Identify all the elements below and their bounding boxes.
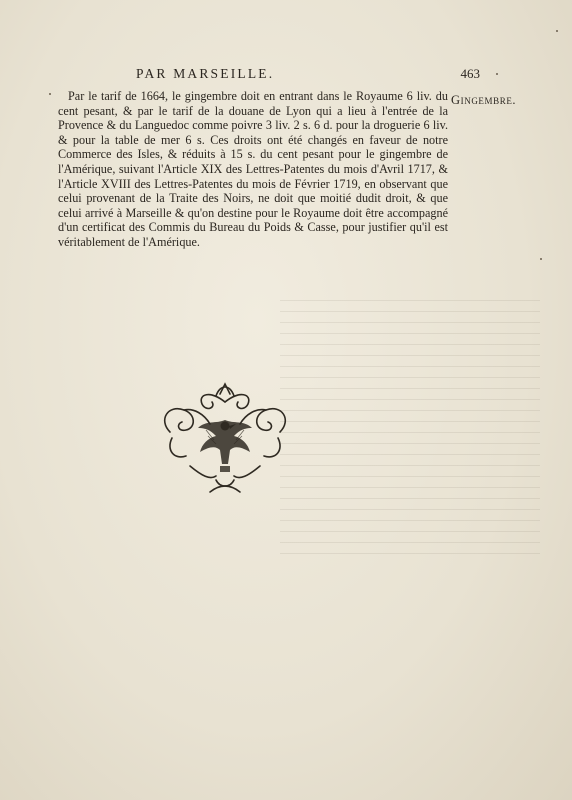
speck <box>556 30 558 32</box>
speck <box>496 73 498 75</box>
speck <box>540 258 542 260</box>
eagle-vignette-icon <box>150 380 300 500</box>
speck <box>49 93 51 95</box>
body-text <box>58 89 448 250</box>
page-header <box>40 66 480 84</box>
paragraph: Par le tarif de 1664, le gingembre doit en entrant dans le Royaume 6 liv. du cent pesant, & par le tarif de la douane de Lyon qui a lieu à l'entrée de la Provence & du Languedoc comme poivre 3 liv. 2 s. 6 d. pour la droguerie 6 liv. & pour la table de mer 6 s. Ces droits ont été changés en faveur de notre Commerce des Isles, & réduits à 15 s. du cent pesant pour le gingembre de l'Amérique, suivant l'Article XIX des Lettres-Patentes du mois d'Avril 1717, & l'Article XVIII des Lettres-Patentes du mois de Février 1719, en observant que celui provenant de la Traite des Noirs, ne doit que moitié dudit droit, & que celui arrivé à Marseille & qu'on destine pour le Royaume doit être accompagné d'un certificat des Commis du Bureau du Poids & Casse, pour justifier qu'il est véritablement de l'Amérique. <box>58 89 448 249</box>
margin-note: Gingembre. <box>451 93 517 107</box>
running-title: PAR MARSEILLE. <box>136 66 275 81</box>
show-through <box>280 300 540 560</box>
page-number: 463 <box>460 66 480 81</box>
